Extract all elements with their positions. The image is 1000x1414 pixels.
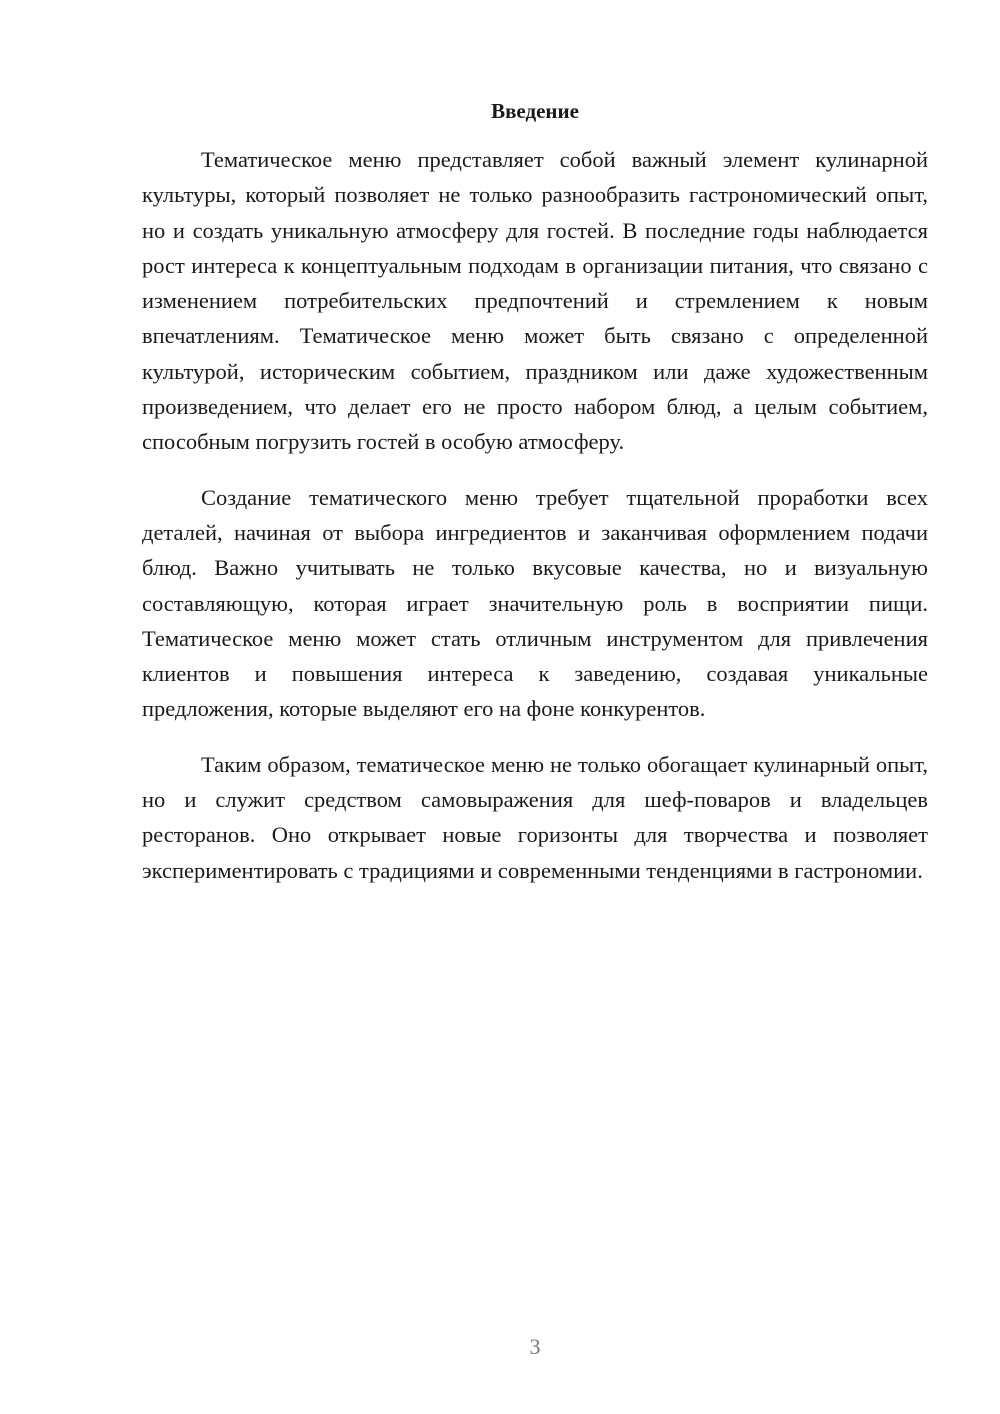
page-number: 3 (529, 1334, 541, 1359)
section-heading: Введение (491, 99, 579, 123)
paragraph-1: Тематическое меню представляет собой важный элемент кулинарной культуры, который позволяет не только разнообразить гастрономический опыт, но и создать уникальную атмосферу для гостей. В последние годы наблюдается рост интереса к концептуальным подходам в организации питания, что связано с изменением потребительских предпочтений и стремлением к новым впечатлениям. Тематическое меню может быть связано с определенной культурой, историческим событием, праздником или даже художественным произведением, что делает его не просто набором блюд, а целым событием, способным погрузить гостей в особую атмосферу. (142, 147, 928, 455)
body-text (142, 142, 928, 908)
paragraph-3: Таким образом, тематическое меню не только обогащает кулинарный опыт, но и служит средством самовыражения для шеф-поваров и владельцев ресторанов. Оно открывает новые горизонты для творчества и позволяет экспериментировать с традициями и современными тенденциями в гастрономии. (142, 751, 928, 883)
paragraph-2: Создание тематического меню требует тщательной проработки всех деталей, начиная от выбора ингредиентов и заканчивая оформлением подачи блюд. Важно учитывать не только вкусовые качества, но и визуальную составляющую, которая играет значительную роль в восприятии пищи. Тематическое меню может стать отличным инструментом для привлечения клиентов и повышения интереса к заведению, создавая уникальные предложения, которые выделяют его на фоне конкурентов. (142, 484, 928, 722)
